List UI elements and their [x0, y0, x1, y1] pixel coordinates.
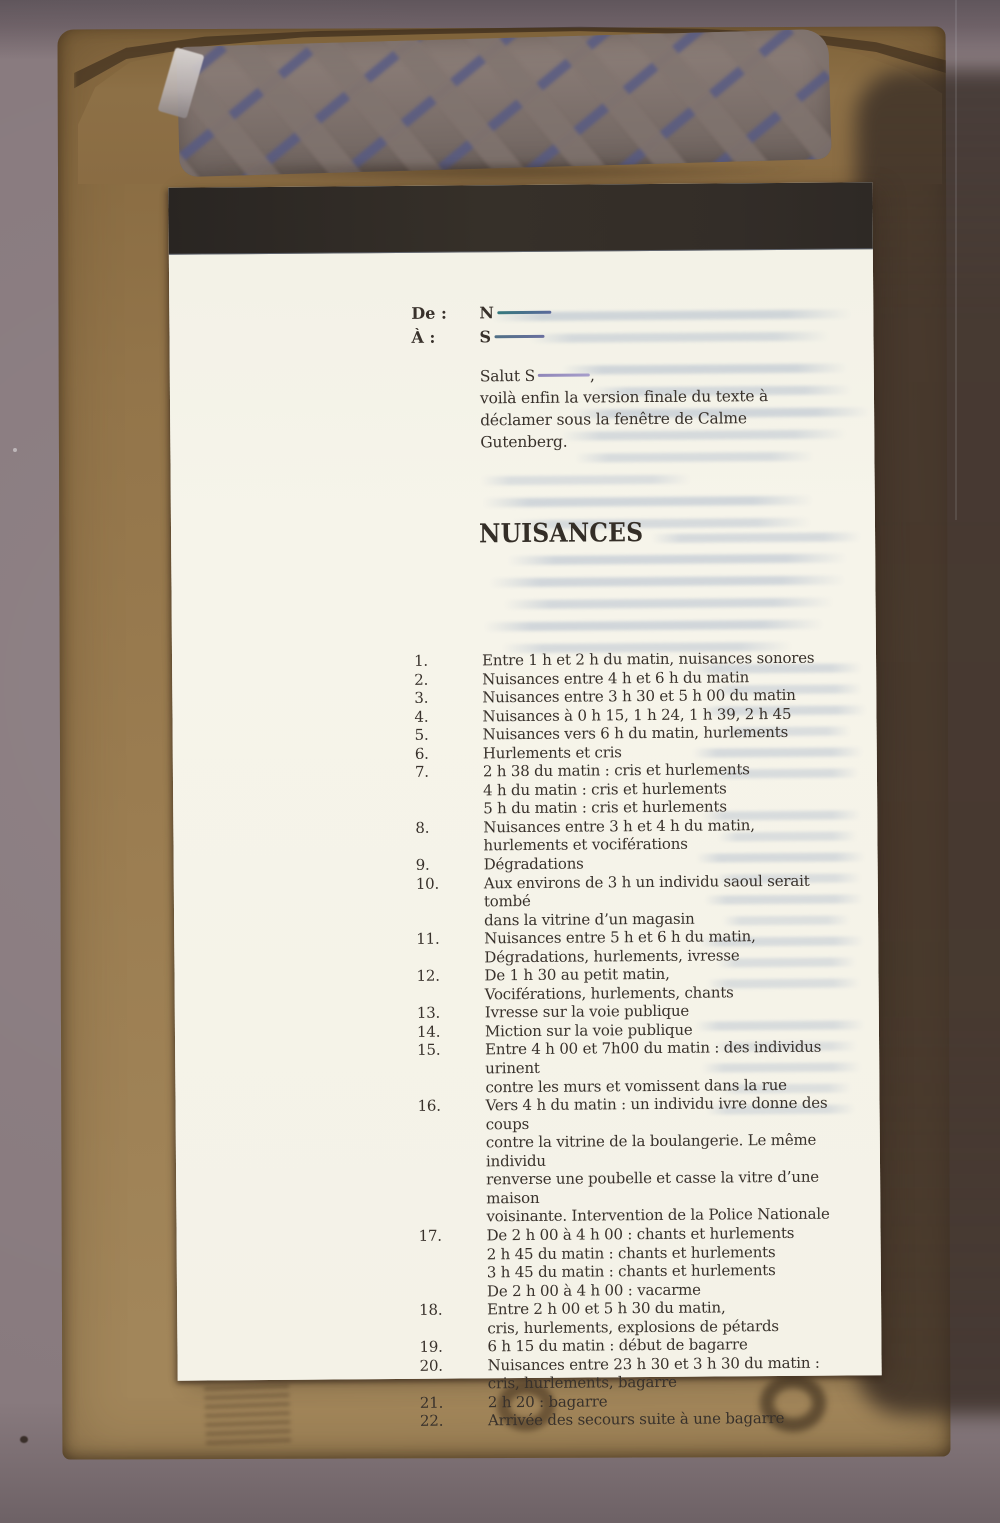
- to-label: À :: [411, 327, 436, 347]
- dust-speck: [13, 448, 17, 452]
- list-item-number: 14.: [416, 1022, 441, 1041]
- list-item-line: Nuisances à 0 h 15, 1 h 24, 1 h 39, 2 h 45: [482, 704, 792, 725]
- scanner-scratch: [955, 0, 957, 520]
- list-item-number: 7.: [414, 763, 429, 782]
- list-item-lines: [482, 668, 749, 689]
- dust-speck: [20, 1436, 28, 1443]
- list-item-line: Entre 2 h 00 et 5 h 30 du matin,: [487, 1298, 726, 1319]
- ghost-line: [489, 575, 845, 587]
- list-item-line: 5 h du matin : cris et hurlements: [483, 797, 727, 818]
- from-label: De :: [411, 303, 447, 323]
- to-line: [479, 328, 551, 347]
- list-item-number: 4.: [414, 707, 429, 726]
- list-item-number: 21.: [419, 1393, 444, 1412]
- from-redaction-line: [497, 311, 551, 314]
- list-item-number: 18.: [419, 1300, 443, 1319]
- ghost-line: [483, 496, 813, 508]
- list-item-lines: [482, 705, 791, 726]
- intro-paragraph: [480, 363, 769, 453]
- list-item-line: Dégradations, hurlements, ivresse: [484, 946, 740, 967]
- stamp-mark-lines: [204, 1384, 291, 1445]
- list-item-number: 5.: [414, 725, 429, 745]
- list-item-line: cris, hurlements, explosions de pétards: [487, 1316, 779, 1338]
- list-item-lines: [485, 1094, 838, 1227]
- to-redaction-line: [494, 335, 544, 338]
- list-item-line: contre la vitrine de la boulangerie. Le même individu: [485, 1130, 817, 1171]
- list-item-line: Hurlements et cris: [482, 742, 622, 763]
- ghost-line: [507, 553, 847, 565]
- list-item-lines: [488, 1353, 820, 1393]
- list-item-lines: [487, 1298, 779, 1337]
- list-item-line: Dégradations: [483, 854, 584, 874]
- list-item-lines: [484, 965, 733, 1004]
- list-item-line: Nuisances entre 3 h et 4 h du matin,: [483, 816, 755, 837]
- list-item-line: contre les murs et vomissent dans la rue: [485, 1075, 787, 1096]
- list-item-line: Nuisances entre 5 h et 6 h du matin,: [484, 927, 756, 948]
- list-item: [416, 964, 836, 1004]
- intro-line: déclamer sous la fenêtre de Calme: [480, 409, 747, 430]
- list-item-number: 19.: [419, 1337, 443, 1357]
- ghost-line: [574, 452, 814, 463]
- list-item-line: 6 h 15 du matin : début de bagarre: [487, 1335, 748, 1356]
- list-item-lines: [485, 1038, 837, 1096]
- page-title: NUISANCES: [478, 518, 644, 550]
- list-item-lines: [482, 686, 795, 707]
- list-item-line: 4 h du matin : cris et hurlements: [482, 779, 727, 800]
- list-item-line: 2 h 45 du matin : chants et hurlements: [486, 1242, 776, 1263]
- list-item-lines: [483, 743, 622, 763]
- intro-line: voilà enfin la version finale du texte à: [479, 387, 769, 408]
- list-item-lines: [484, 871, 836, 929]
- from-value: N: [479, 303, 495, 323]
- nuisance-list: [414, 649, 840, 1431]
- list-item-line: Ivresse sur la voie publique: [484, 1002, 690, 1022]
- to-value: S: [479, 327, 492, 347]
- list-item-lines: [484, 855, 584, 874]
- list-item: [415, 723, 835, 745]
- list-item: [419, 1298, 839, 1338]
- list-item-line: 3 h 45 du matin : chants et hurlements: [486, 1261, 776, 1282]
- ghost-line: [529, 332, 829, 343]
- seal-tape: [176, 29, 831, 177]
- from-line: [479, 304, 551, 323]
- list-item-line: voisinante. Intervention de la Police Nationale: [486, 1205, 830, 1226]
- ghost-line: [484, 620, 824, 632]
- list-item-number: 10.: [415, 874, 440, 893]
- list-item: [416, 927, 836, 967]
- list-item-number: 8.: [415, 818, 430, 837]
- list-item-number: 12.: [416, 966, 440, 986]
- list-item-lines: [482, 649, 814, 670]
- list-item-line: renverse une poubelle et casse la vitre d’une maison: [486, 1168, 819, 1208]
- list-item: [415, 815, 835, 855]
- list-item-number: 20.: [419, 1356, 443, 1375]
- list-item-lines: [486, 1224, 794, 1301]
- list-item-lines: [488, 1392, 608, 1411]
- ghost-line: [504, 598, 834, 610]
- list-item: [420, 1353, 840, 1393]
- list-item: [420, 1409, 840, 1431]
- page-content: [168, 182, 881, 1431]
- list-item: [417, 1038, 837, 1097]
- list-item-number: 3.: [414, 688, 429, 707]
- list-item-line: Nuisances vers 6 h du matin, hurlements: [482, 723, 789, 744]
- letter-header: [411, 304, 551, 347]
- list-item-line: Entre 1 h et 2 h du matin, nuisances sonores: [481, 648, 815, 670]
- list-item: [416, 871, 836, 930]
- list-item-lines: [485, 1002, 689, 1022]
- list-item-lines: [487, 1336, 747, 1357]
- list-item-line: De 2 h 00 à 4 h 00 : vacarme: [486, 1280, 701, 1300]
- list-item-line: Vers 4 h du matin : un individu ivre donne des coups: [485, 1093, 828, 1133]
- list-item-lines: [485, 1021, 693, 1041]
- list-item-line: Aux environs de 3 h un individu saoul serait tombé: [483, 871, 810, 911]
- list-item-number: 6.: [414, 744, 429, 763]
- list-item: [415, 760, 835, 819]
- list-item-line: dans la vitrine d’un magasin: [484, 909, 695, 929]
- list-item-number: 17.: [418, 1226, 442, 1245]
- list-item-number: 9.: [415, 855, 430, 874]
- greeting-line: Salut S ,: [479, 366, 595, 386]
- list-item: [418, 1224, 839, 1301]
- list-item-line: De 2 h 00 à 4 h 00 : chants et hurlements: [486, 1223, 795, 1245]
- list-item-lines: [484, 927, 756, 966]
- intro-lines: [480, 385, 769, 453]
- list-item-line: 2 h 20 : bagarre: [487, 1392, 608, 1412]
- letter-page: [168, 182, 881, 1431]
- list-item-line: Vociférations, hurlements, chants: [484, 983, 734, 1004]
- list-item-line: Arrivée des secours suite à une bagarre: [487, 1409, 785, 1430]
- list-item-line: Entre 4 h 00 et 7h00 du matin : des individus urinent: [485, 1038, 822, 1078]
- list-item-number: 15.: [417, 1041, 441, 1060]
- list-item-lines: [483, 816, 755, 855]
- list-item-number: 22.: [419, 1412, 444, 1431]
- list-item-line: De 1 h 30 au petit matin,: [484, 965, 670, 985]
- list-item-line: Nuisances entre 23 h 30 et 3 h 30 du matin :: [487, 1353, 820, 1375]
- list-item-number: 13.: [416, 1004, 441, 1023]
- ghost-line: [481, 475, 691, 486]
- list-item-number: 16.: [417, 1096, 441, 1115]
- list-item-line: Miction sur la voie publique: [484, 1020, 693, 1041]
- intro-line: Gutenberg.: [480, 432, 568, 452]
- list-item-lines: [483, 761, 750, 819]
- list-item-line: Nuisances entre 3 h 30 et 5 h 00 du matin: [482, 685, 796, 707]
- list-item-line: hurlements et vociférations: [483, 835, 688, 855]
- list-item-line: 2 h 38 du matin : cris et hurlements: [482, 760, 750, 781]
- list-item-lines: [483, 723, 789, 744]
- list-item: [414, 649, 834, 671]
- list-item-number: 1.: [413, 651, 429, 670]
- list-item: [417, 1094, 838, 1227]
- list-item-line: cris, hurlements, bagarre: [487, 1373, 677, 1393]
- list-item-number: 2.: [414, 670, 429, 689]
- greeting-redaction-line: [538, 373, 590, 376]
- list-item-line: Nuisances entre 4 h et 6 h du matin: [482, 667, 750, 688]
- list-item-lines: [488, 1409, 784, 1430]
- seal-tape-pattern: [176, 29, 831, 177]
- list-item-number: 11.: [416, 929, 440, 949]
- ghost-line: [651, 532, 861, 543]
